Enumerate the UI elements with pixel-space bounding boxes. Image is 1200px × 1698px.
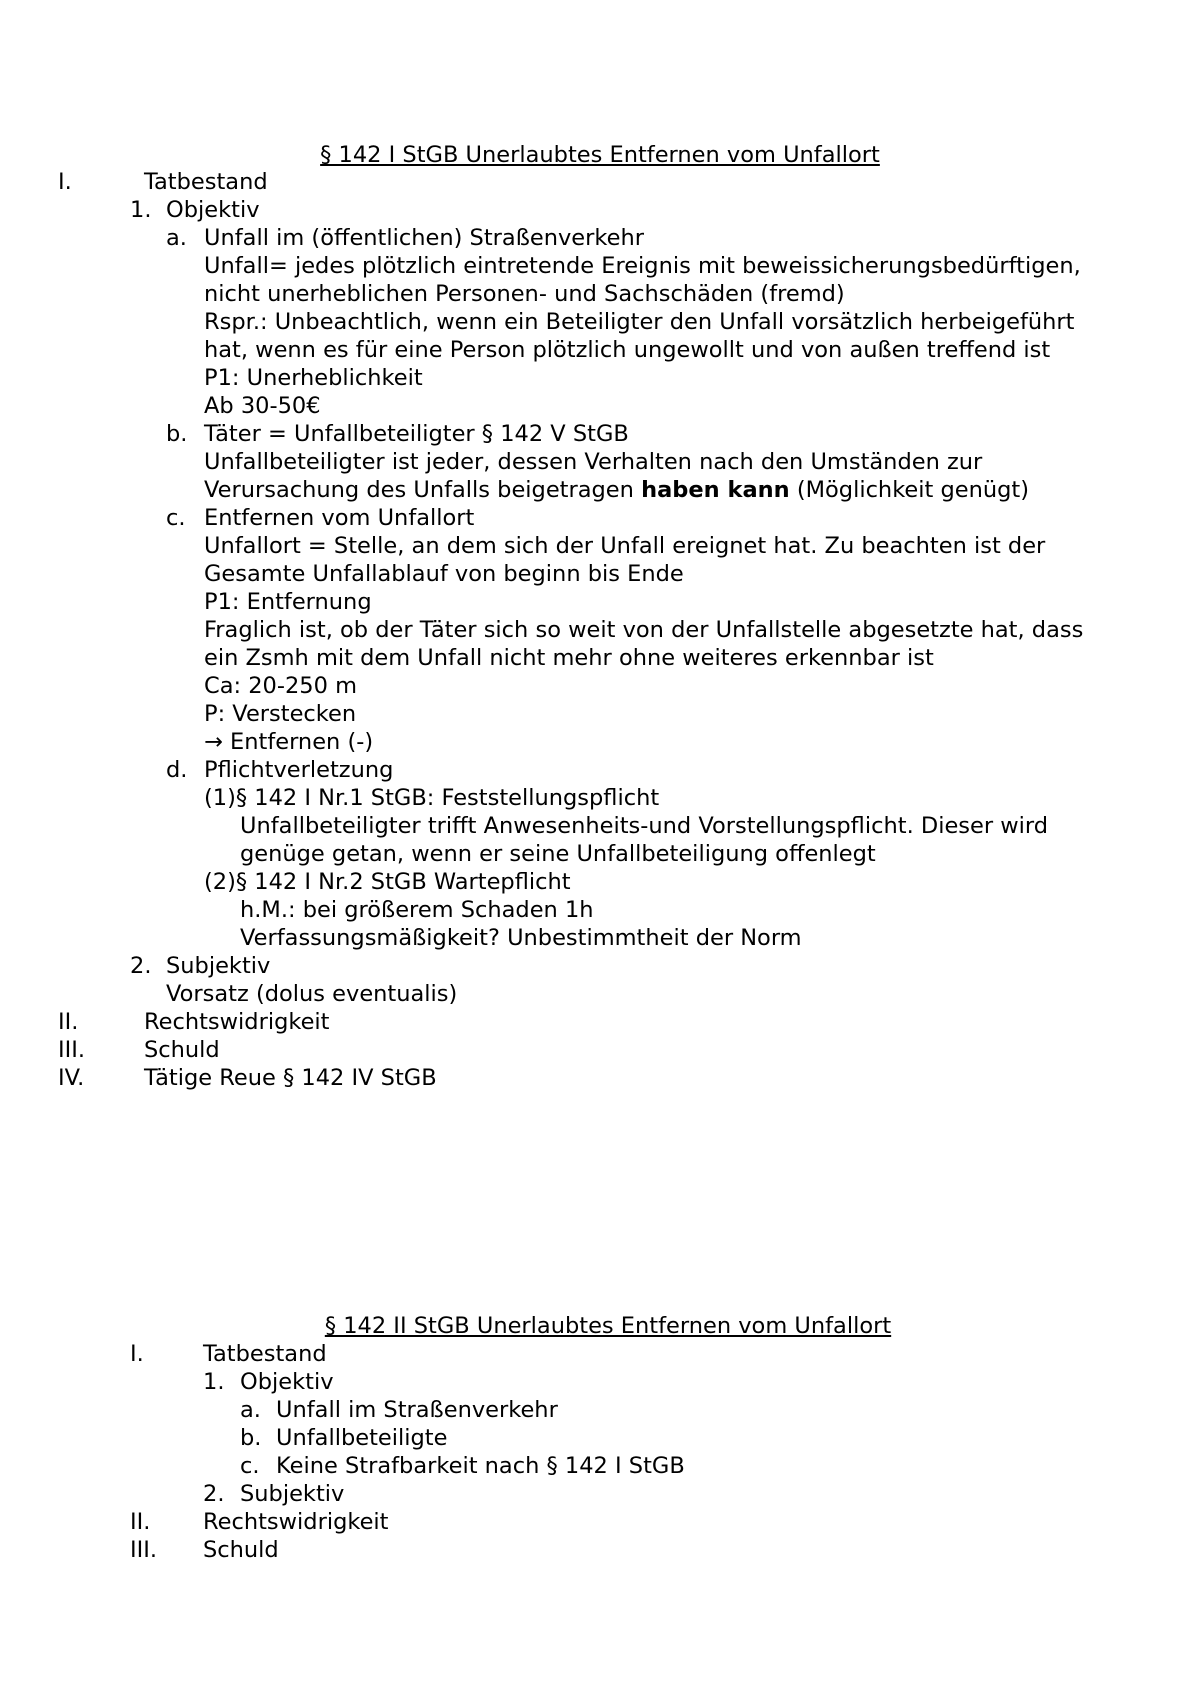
text-line: genüge getan, wenn er seine Unfallbeteiligung offenlegt [240,841,876,867]
text-line: ein Zsmh mit dem Unfall nicht mehr ohne weiteres erkennbar ist [204,645,934,671]
text-line-mixed [204,476,1029,504]
item-unfallbeteiligte: Unfallbeteiligte [276,1425,448,1451]
text-line: Rspr.: Unbeachtlich, wenn ein Beteiligter den Unfall vorsätzlich herbeigeführt [204,309,1075,335]
list-letter: c. [240,1453,260,1479]
bold-text: haben kann [641,477,790,503]
roman-numeral: III. [130,1537,158,1563]
text-line: Unfallbeteiligter trifft Anwesenheits-und Vorstellungspflicht. Dieser wird [240,813,1049,839]
text-line: P: Verstecken [204,701,357,727]
sub-item: (1)§ 142 I Nr.1 StGB: Feststellungspflicht [204,785,660,811]
text-run: Verursachung des Unfalls beigetragen [204,477,642,503]
item-keine-strafbarkeit: Keine Strafbarkeit nach § 142 I StGB [276,1453,685,1479]
text-line: P1: Unerheblichkeit [204,365,423,391]
section-1-title: § 142 I StGB Unerlaubtes Entfernen vom Unfallort [320,142,880,168]
roman-numeral: IV. [58,1065,85,1091]
text-line: Ca: 20-250 m [204,673,357,699]
text-line: Unfallort = Stelle, an dem sich der Unfall ereignet hat. Zu beachten ist der [204,533,1046,559]
roman-numeral: II. [130,1509,151,1535]
roman-numeral: III. [58,1037,86,1063]
roman-numeral: I. [58,169,72,195]
list-letter: a. [240,1397,261,1423]
heading-rechtswidrigkeit: Rechtswidrigkeit [203,1509,389,1535]
text-line: Fraglich ist, ob der Täter sich so weit von der Unfallstelle abgesetzte hat, dass [204,617,1084,643]
text-line: Verfassungsmäßigkeit? Unbestimmtheit der Norm [240,925,802,951]
sub-item: (2)§ 142 I Nr.2 StGB Wartepflicht [204,869,571,895]
heading-taetige-reue: Tätige Reue § 142 IV StGB [144,1065,437,1091]
heading-objektiv: Objektiv [166,197,260,223]
heading-subjektiv: Subjektiv [240,1481,345,1507]
text-line: Vorsatz (dolus eventualis) [166,981,458,1007]
item-unfall: Unfall im (öffentlichen) Straßenverkehr [204,225,644,251]
text-line: Unfallbeteiligter ist jeder, dessen Verhalten nach den Umständen zur [204,449,983,475]
list-letter: c. [166,505,186,531]
text-line-arrow [204,728,373,756]
text-run: (Möglichkeit genügt) [789,477,1030,503]
heading-subjektiv: Subjektiv [166,953,271,979]
item-entfernen: Entfernen vom Unfallort [204,505,475,531]
list-number: 1. [130,197,152,223]
heading-schuld: Schuld [203,1537,279,1563]
item-unfall: Unfall im Straßenverkehr [276,1397,558,1423]
list-letter: b. [166,421,188,447]
list-number: 2. [130,953,152,979]
list-number: 1. [203,1369,225,1395]
list-letter: b. [240,1425,262,1451]
heading-tatbestand: Tatbestand [144,169,268,195]
text-line: Gesamte Unfallablauf von beginn bis Ende [204,561,684,587]
section-2-title: § 142 II StGB Unerlaubtes Entfernen vom Unfallort [324,1313,892,1339]
heading-tatbestand: Tatbestand [203,1341,327,1367]
roman-numeral: II. [58,1009,79,1035]
text-line: h.M.: bei größerem Schaden 1h [240,897,594,923]
list-number: 2. [203,1481,225,1507]
text-line: hat, wenn es für eine Person plötzlich ungewollt und von außen treffend ist [204,337,1051,363]
text-line: P1: Entfernung [204,589,372,615]
list-letter: d. [166,757,188,783]
item-taeter: Täter = Unfallbeteiligter § 142 V StGB [204,421,629,447]
text-line: nicht unerheblichen Personen- und Sachschäden (fremd) [204,281,845,307]
text-run: Entfernen (-) [230,729,374,755]
text-line: Ab 30-50€ [204,393,321,419]
heading-rechtswidrigkeit: Rechtswidrigkeit [144,1009,330,1035]
list-letter: a. [166,225,187,251]
heading-objektiv: Objektiv [240,1369,334,1395]
roman-numeral: I. [130,1341,144,1367]
item-pflichtverletzung: Pflichtverletzung [204,757,394,783]
heading-schuld: Schuld [144,1037,220,1063]
arrow-right-icon: → [204,729,223,755]
text-line: Unfall= jedes plötzlich eintretende Ereignis mit beweissicherungsbedürftigen, [204,253,1081,279]
